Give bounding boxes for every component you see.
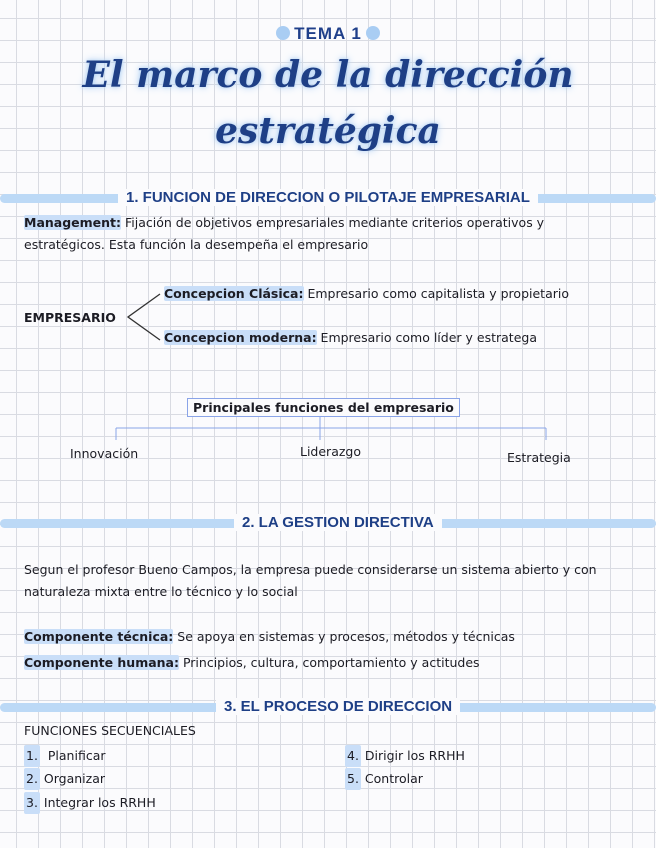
list-number: 4. bbox=[345, 745, 361, 767]
intro-line1: Segun el profesor Bueno Campos, la empresa puede considerarse un sistema abierto y con bbox=[24, 562, 597, 577]
modern-term: Concepcion moderna: bbox=[164, 330, 317, 345]
technical-text: Se apoya en sistemas y procesos, métodos y técnicas bbox=[173, 629, 515, 644]
list-item bbox=[345, 768, 423, 790]
management-term: Management: bbox=[24, 215, 122, 230]
technical-term: Componente técnica: bbox=[24, 629, 174, 644]
modern-concept bbox=[164, 327, 537, 349]
list-label: Integrar los RRHH bbox=[39, 795, 156, 810]
page-title-line1: El marco de la dirección bbox=[82, 54, 574, 96]
intro-line2: naturaleza mixta entre lo técnico y lo social bbox=[24, 584, 298, 599]
human-term: Componente humana: bbox=[24, 655, 179, 670]
classic-term: Concepcion Clásica: bbox=[164, 286, 304, 301]
management-line2: estratégicos. Esta función la desempeña el empresario bbox=[24, 237, 369, 252]
topic-text: TEMA 1 bbox=[294, 24, 362, 43]
list-number: 2. bbox=[24, 768, 40, 790]
technical-component bbox=[24, 626, 515, 648]
section3-title: 3. EL PROCESO DE DIRECCION bbox=[216, 698, 460, 715]
list-item bbox=[24, 792, 156, 814]
function-item: Estrategia bbox=[507, 450, 571, 465]
page-title-line2: estratégica bbox=[215, 110, 441, 152]
dot-icon bbox=[276, 26, 290, 40]
bracket-icon bbox=[124, 290, 164, 346]
human-text: Principios, cultura, comportamiento y actitudes bbox=[179, 655, 480, 670]
list-label: Planificar bbox=[39, 748, 106, 763]
list-number: 3. bbox=[24, 792, 40, 814]
topic-label bbox=[0, 24, 656, 44]
list-label: Dirigir los RRHH bbox=[360, 748, 465, 763]
classic-text: Empresario como capitalista y propietario bbox=[303, 286, 569, 301]
section2-title: 2. LA GESTION DIRECTIVA bbox=[234, 514, 442, 531]
section1-title: 1. FUNCION DE DIRECCION O PILOTAJE EMPRESARIAL bbox=[118, 189, 538, 206]
list-label: Controlar bbox=[360, 771, 423, 786]
sequential-functions-label: FUNCIONES SECUENCIALES bbox=[24, 723, 196, 738]
list-number: 1. bbox=[24, 745, 40, 767]
function-item: Liderazgo bbox=[300, 444, 362, 459]
list-item bbox=[24, 745, 106, 767]
function-item: Innovación bbox=[70, 446, 139, 461]
functions-title-box: Principales funciones del empresario bbox=[187, 398, 460, 417]
classic-concept bbox=[164, 283, 569, 305]
list-number: 5. bbox=[345, 768, 361, 790]
list-label: Organizar bbox=[39, 771, 106, 786]
management-line1 bbox=[24, 212, 544, 234]
empresario-label: EMPRESARIO bbox=[24, 310, 116, 325]
dot-icon bbox=[366, 26, 380, 40]
human-component bbox=[24, 652, 480, 674]
list-item bbox=[24, 768, 105, 790]
management-text1: Fijación de objetivos empresariales mediante criterios operativos y bbox=[121, 215, 545, 230]
modern-text: Empresario como líder y estratega bbox=[316, 330, 537, 345]
list-item bbox=[345, 745, 465, 767]
